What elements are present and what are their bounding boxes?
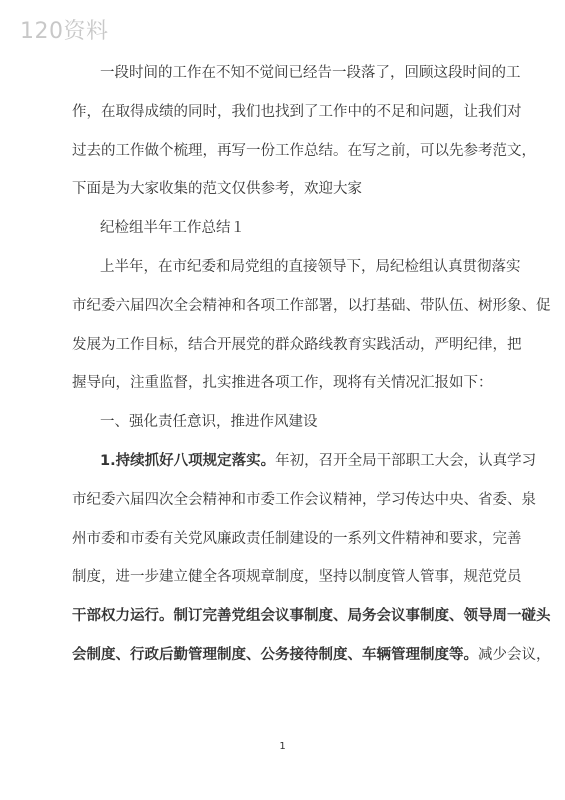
line-text: 年初，召开全局干部职工大会，认真学习 xyxy=(275,452,537,469)
line-text: 发展为工作目标，结合开展党的群众路线教育实践活动，严明纪律，把 xyxy=(72,336,522,353)
text-line xyxy=(72,481,536,520)
line-text: 作，在取得成绩的同时，我们也找到了工作中的不足和问题，让我们对 xyxy=(72,103,522,120)
line-text: 州市委和市委有关党风廉政责任制建设的一系列文件精神和要求，完善 xyxy=(72,530,522,547)
text-line xyxy=(72,287,551,326)
text-line xyxy=(72,170,502,209)
text-line xyxy=(72,403,502,442)
bold-text: 会制度、行政后勤管理制度、公务接待制度、车辆管理制度等。 xyxy=(72,646,478,663)
text-line xyxy=(72,558,522,597)
line-text: 上半年，在市纪委和局党组的直接领导下，局纪检组认真贯彻落实 xyxy=(100,258,521,275)
line-text: 市纪委六届四次全会精神和各项工作部署，以打基础、带队伍、树形象、促 xyxy=(72,297,551,314)
text-line xyxy=(72,636,551,675)
line-text: 握导向，注重监督，扎实推进各项工作，现将有关情况汇报如下： xyxy=(72,375,493,392)
line-text: 市纪委六届四次全会精神和市委工作会议精神，学习传达中央、省委、泉 xyxy=(72,491,536,508)
document-body xyxy=(72,54,551,675)
text-line xyxy=(72,364,502,403)
line-text: 下面是为大家收集的范文仅供参考，欢迎大家 xyxy=(72,181,362,198)
text-line xyxy=(72,132,536,171)
bold-text: 1.持续抓好八项规定落实。 xyxy=(100,452,276,469)
line-text: 减少会议， xyxy=(478,646,551,663)
line-text: 制度，进一步建立健全各项规章制度，坚持以制度管人管事，规范党员 xyxy=(72,569,522,586)
text-line xyxy=(72,442,537,481)
line-text: 一、强化责任意识，推进作风建设 xyxy=(100,414,318,431)
text-line xyxy=(72,209,502,248)
text-line xyxy=(72,520,522,559)
line-text: 过去的工作做个梳理，再写一份工作总结。在写之前，可以先参考范文， xyxy=(72,142,536,159)
text-line xyxy=(72,326,522,365)
text-line xyxy=(72,93,522,132)
line-text: 一段时间的工作在不知不觉间已经告一段落了，回顾这段时间的工 xyxy=(100,65,521,81)
text-line xyxy=(72,597,551,636)
watermark-logo: 120资料 xyxy=(20,19,109,44)
text-line xyxy=(72,54,521,93)
text-line xyxy=(72,248,521,287)
line-text: 纪检组半年工作总结１ xyxy=(100,220,245,237)
bold-text: 干部权力运行。制订完善党组会议事制度、局务会议事制度、领导周一碰头 xyxy=(72,608,551,625)
page-number: 1 xyxy=(279,741,286,752)
